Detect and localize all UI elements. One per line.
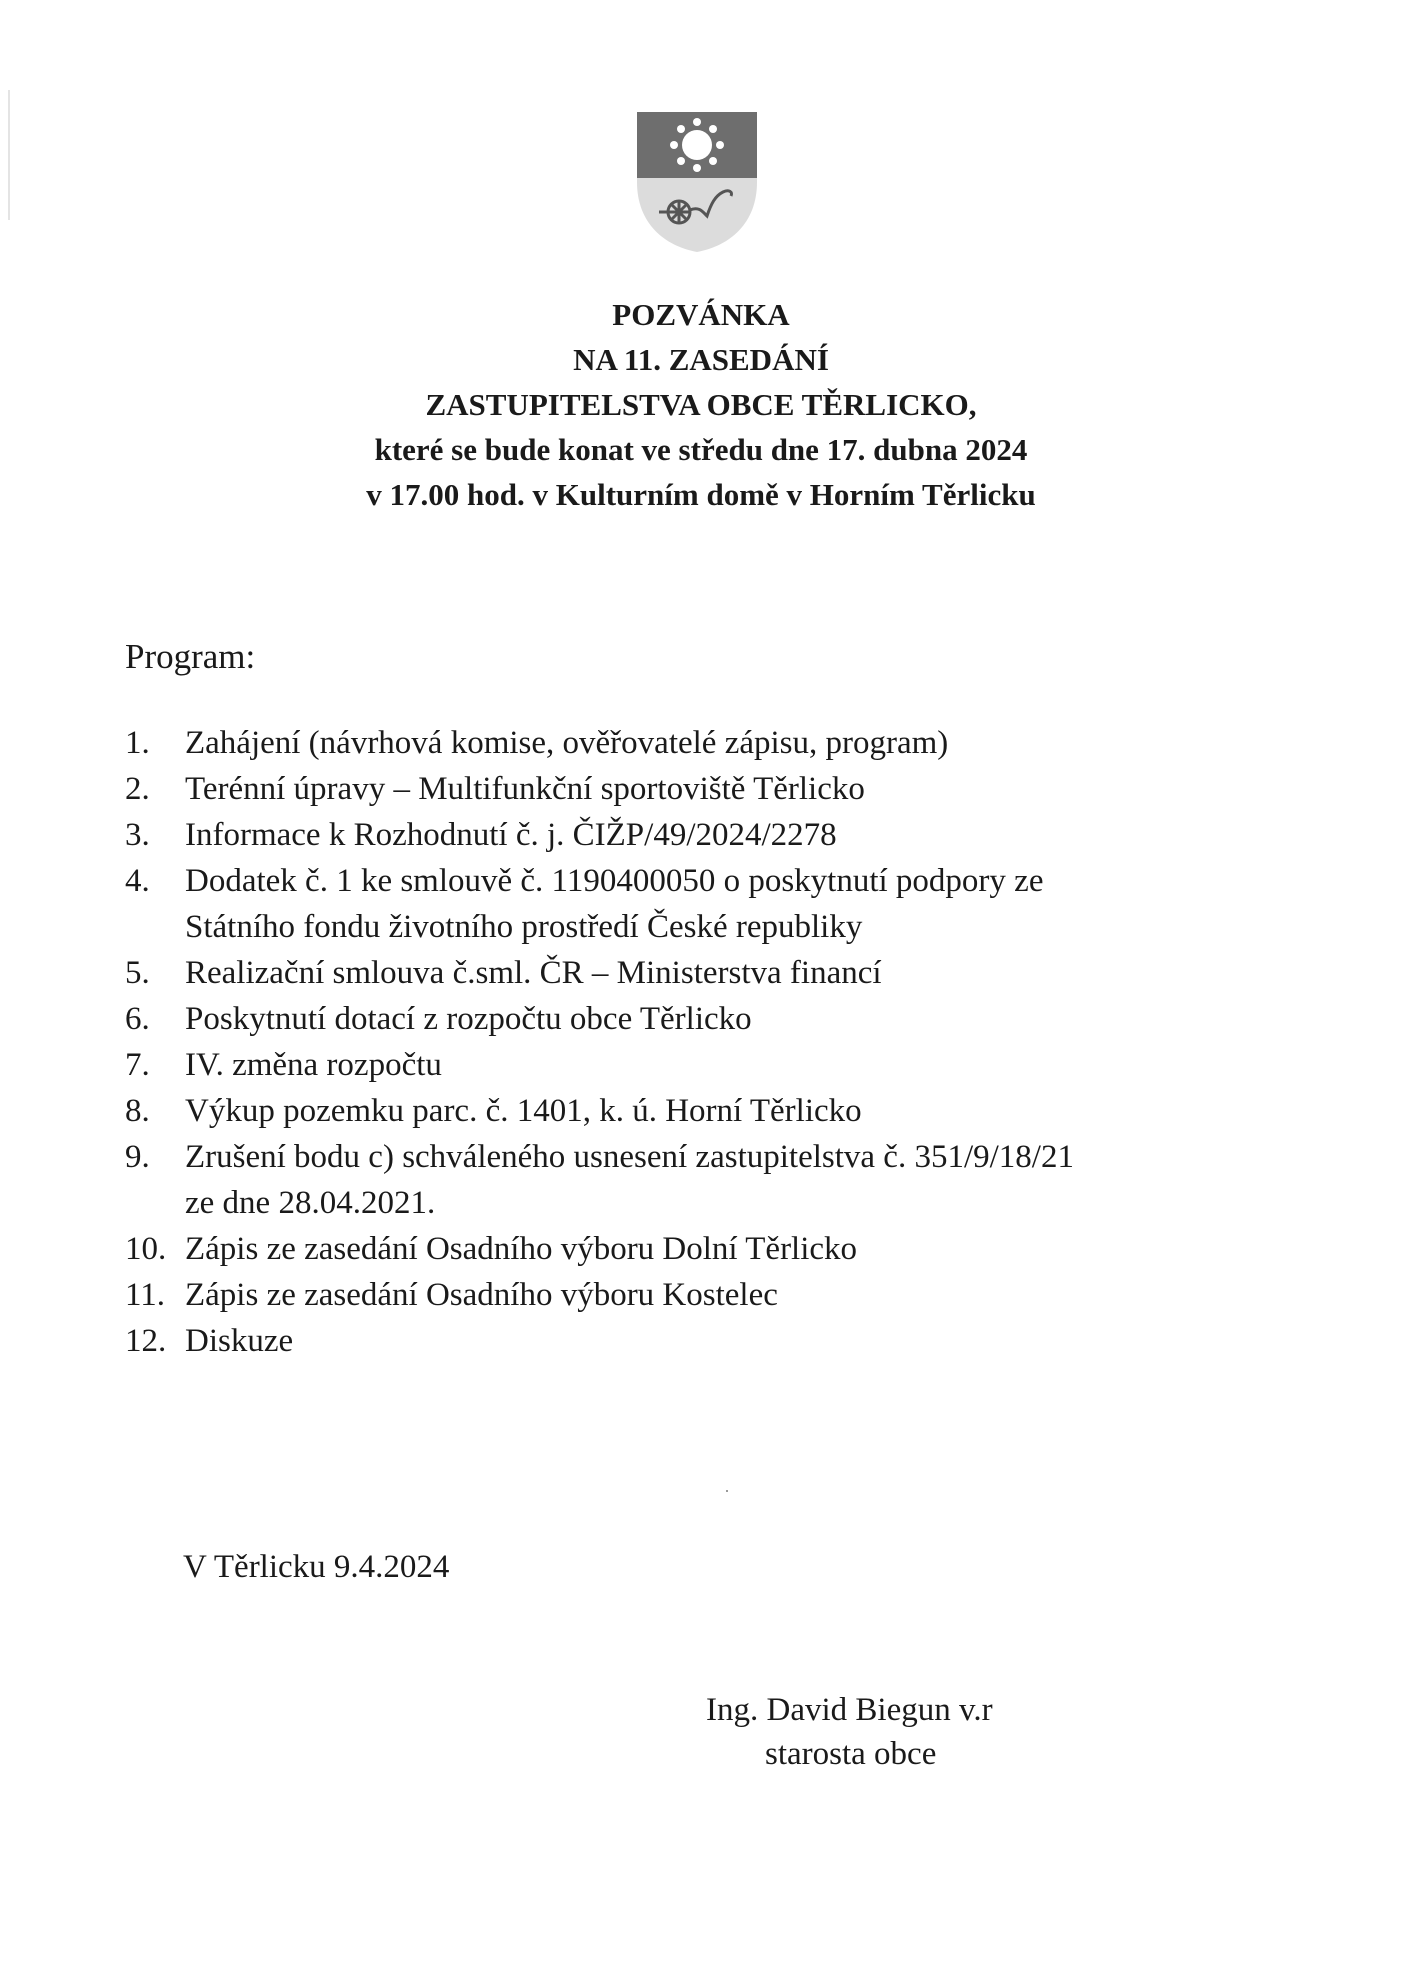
agenda-item: [125, 720, 1325, 766]
agenda-item-text: Poskytnutí dotací z rozpočtu obce Těrlicko: [185, 1001, 752, 1037]
agenda-item-text: Zápis ze zasedání Osadního výboru Dolní Těrlicko: [185, 1231, 858, 1267]
agenda-item: [125, 766, 1325, 812]
agenda-item-number: 6.: [125, 1001, 150, 1037]
agenda-item-number: 7.: [125, 1047, 150, 1083]
program-label: Program:: [125, 637, 256, 676]
invitation-heading: [0, 292, 1402, 517]
agenda-item-number: 1.: [125, 725, 150, 761]
agenda-item-text: Diskuze: [185, 1323, 294, 1359]
agenda-item-text: Zahájení (návrhová komise, ověřovatelé zápisu, program): [185, 725, 949, 761]
agenda-item-number: 10.: [125, 1231, 167, 1267]
agenda-item-text: Státního fondu životního prostředí České republiky: [185, 909, 863, 945]
heading-date: které se bude konat ve středu dne 17. dubna 2024: [374, 432, 1028, 467]
agenda-item-number: 3.: [125, 817, 150, 853]
agenda-item: [125, 1134, 1325, 1226]
agenda-item: [125, 812, 1325, 858]
agenda-item: [125, 1272, 1325, 1318]
signature-block: [706, 1688, 1066, 1776]
agenda-item: [125, 1226, 1325, 1272]
agenda-item-number: 5.: [125, 955, 150, 991]
agenda-item-text: IV. změna rozpočtu: [185, 1047, 442, 1083]
agenda-item: [125, 1318, 1325, 1364]
agenda-item: [125, 996, 1325, 1042]
agenda-list: [125, 720, 1325, 1364]
place-date: V Těrlicku 9.4.2024: [183, 1549, 450, 1585]
agenda-item-number: 11.: [125, 1277, 166, 1313]
agenda-item-text: Zrušení bodu c) schváleného usnesení zastupitelstva č. 351/9/18/21: [185, 1139, 1074, 1175]
agenda-item-text: Výkup pozemku parc. č. 1401, k. ú. Horní Těrlicko: [185, 1093, 862, 1129]
signature-role: starosta obce: [765, 1736, 937, 1772]
scan-dot-mark: [726, 1490, 728, 1492]
heading-title: POZVÁNKA: [612, 297, 790, 332]
heading-council: ZASTUPITELSTVA OBCE TĚRLICKO,: [425, 387, 977, 422]
agenda-item-number: 8.: [125, 1093, 150, 1129]
agenda-item-number: 9.: [125, 1139, 150, 1175]
agenda-item: [125, 1042, 1325, 1088]
agenda-item-number: 2.: [125, 771, 150, 807]
scan-edge-mark: [8, 90, 10, 220]
agenda-item: [125, 1088, 1325, 1134]
heading-session: NA 11. ZASEDÁNÍ: [573, 342, 829, 377]
signature-name: Ing. David Biegun v.r: [706, 1692, 993, 1728]
coat-of-arms-icon: [637, 112, 757, 252]
agenda-item-number: 4.: [125, 863, 150, 899]
agenda-item-text: Terénní úpravy – Multifunkční sportoviště Těrlicko: [185, 771, 865, 807]
agenda-item: [125, 858, 1325, 950]
agenda-item-text: Realizační smlouva č.sml. ČR – Ministerstva financí: [185, 955, 882, 991]
heading-time-place: v 17.00 hod. v Kulturním domě v Horním Těrlicku: [366, 477, 1036, 512]
agenda-item-number: 12.: [125, 1323, 167, 1359]
agenda-item: [125, 950, 1325, 996]
agenda-item-text: ze dne 28.04.2021.: [185, 1185, 436, 1221]
agenda-item-text: Informace k Rozhodnutí č. j. ČIŽP/49/2024/2278: [185, 817, 837, 853]
agenda-item-text: Dodatek č. 1 ke smlouvě č. 1190400050 o poskytnutí podpory ze: [185, 863, 1044, 899]
agenda-item-text: Zápis ze zasedání Osadního výboru Kostelec: [185, 1277, 778, 1313]
